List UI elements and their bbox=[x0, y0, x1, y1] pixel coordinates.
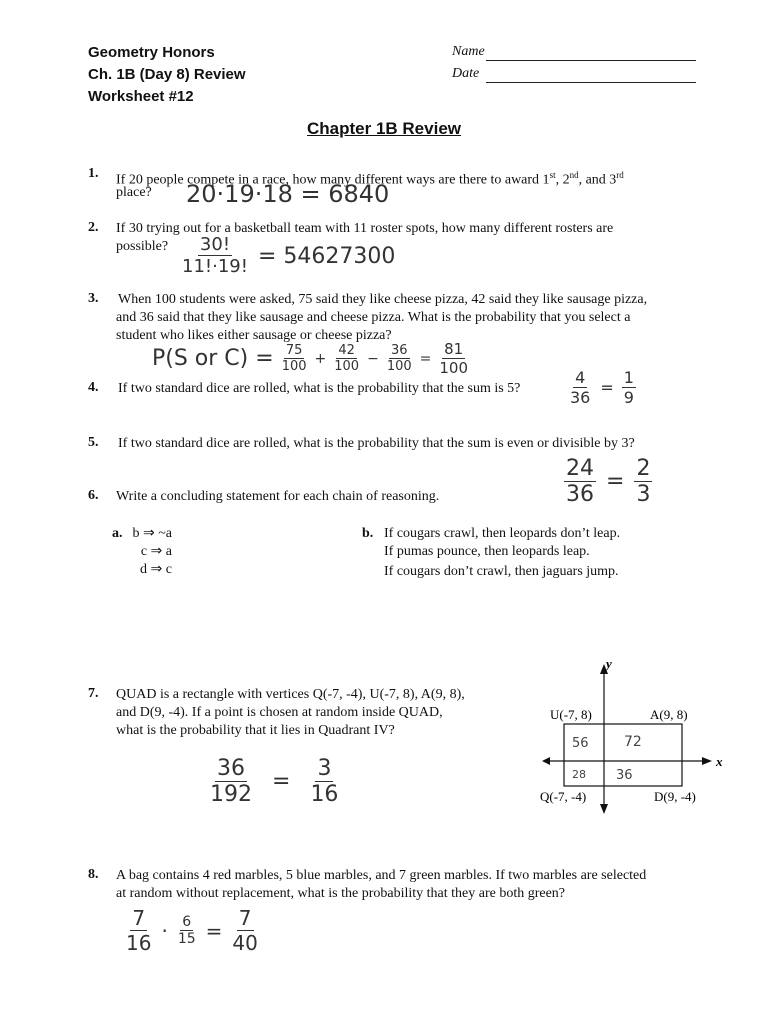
operator: = bbox=[606, 469, 625, 494]
q6-text: Write a concluding statement for each chain of reasoning. bbox=[116, 489, 440, 504]
q1-text: , and 3 bbox=[578, 172, 617, 188]
name-field[interactable] bbox=[486, 60, 696, 61]
q8-answer bbox=[124, 906, 260, 955]
q1-sup: rd bbox=[616, 170, 624, 180]
operator: = bbox=[600, 378, 614, 397]
question-number: 4. bbox=[88, 380, 99, 395]
chain-a-line: b ⇒ ~a bbox=[132, 526, 172, 541]
question-number: 7. bbox=[88, 686, 99, 701]
q3-text: and 36 said that they like sausage and cheese pizza. What is the probability that you select a bbox=[116, 310, 631, 325]
operator: · bbox=[161, 918, 168, 943]
question-number: 6. bbox=[88, 488, 99, 503]
chain-b-line: If cougars don’t crawl, then jaguars jump. bbox=[384, 564, 619, 579]
fraction-numerator: 2 bbox=[636, 456, 651, 481]
fraction-numerator: 42 bbox=[338, 343, 355, 358]
vertex-a: A(9, 8) bbox=[650, 707, 688, 722]
fraction-denominator: 36 bbox=[570, 388, 591, 407]
part-b-label: b. bbox=[362, 526, 374, 541]
vertex-q: Q(-7, -4) bbox=[540, 789, 587, 804]
fraction-denominator: 192 bbox=[210, 782, 252, 807]
question-number: 5. bbox=[88, 435, 99, 450]
fraction-denominator: 100 bbox=[439, 359, 469, 377]
fraction-denominator: 36 bbox=[566, 482, 594, 507]
q7-text: and D(9, -4). If a point is chosen at random inside QUAD, bbox=[116, 705, 443, 720]
fraction bbox=[564, 456, 596, 507]
chain-b-line: If pumas pounce, then leopards leap. bbox=[384, 544, 590, 559]
q2-text: If 30 trying out for a basketball team with 11 roster spots, how many different rosters are bbox=[116, 221, 614, 236]
vertex-u: U(-7, 8) bbox=[550, 707, 592, 722]
fraction-denominator: 11!·19! bbox=[182, 256, 248, 277]
q8-text: A bag contains 4 red marbles, 5 blue marbles, and 7 green marbles. If two marbles are selected bbox=[116, 868, 647, 883]
operator: = bbox=[272, 769, 291, 794]
fraction-numerator: 4 bbox=[575, 368, 586, 387]
q2-answer: = 54627300 bbox=[258, 244, 396, 269]
fraction bbox=[437, 340, 470, 377]
region-area: 28 bbox=[572, 768, 586, 781]
quad-graph bbox=[540, 658, 740, 818]
fraction bbox=[124, 906, 153, 955]
fraction-denominator: 100 bbox=[334, 359, 360, 374]
fraction-numerator: 7 bbox=[238, 906, 252, 930]
question-number: 8. bbox=[88, 867, 99, 882]
fraction bbox=[385, 343, 414, 374]
q1-text: place? bbox=[116, 185, 152, 200]
q8-text: at random without replacement, what is the probability that they are both green? bbox=[116, 886, 566, 901]
vertex-d: D(9, -4) bbox=[654, 789, 696, 804]
chain-a-line: c ⇒ a bbox=[140, 544, 172, 559]
fraction-denominator: 100 bbox=[386, 359, 412, 374]
fraction-numerator: 36 bbox=[217, 756, 245, 781]
q3-text: When 100 students were asked, 75 said they like cheese pizza, 42 said they like sausage pizza, bbox=[118, 292, 648, 307]
x-axis-arrow bbox=[702, 757, 712, 765]
chain-a-line: d ⇒ c bbox=[140, 562, 172, 577]
operator: = bbox=[419, 350, 432, 367]
fraction-numerator: 3 bbox=[317, 756, 332, 781]
q3-text: student who likes either sausage or cheese pizza? bbox=[116, 328, 392, 343]
part-a-label: a. bbox=[112, 526, 123, 541]
region-area: 72 bbox=[624, 734, 642, 750]
date-label: Date bbox=[452, 66, 480, 81]
q7-text: QUAD is a rectangle with vertices Q(-7, -4), U(-7, 8), A(9, 8), bbox=[116, 687, 465, 702]
question-number: 3. bbox=[88, 291, 99, 306]
fraction-numerator: 36 bbox=[390, 343, 408, 358]
fraction-numerator: 81 bbox=[444, 340, 464, 358]
fraction bbox=[332, 343, 361, 374]
fraction-denominator: 16 bbox=[310, 782, 339, 807]
fraction-numerator: 24 bbox=[566, 456, 594, 481]
q3-answer bbox=[152, 340, 470, 377]
q2-text: possible? bbox=[116, 239, 169, 254]
fraction bbox=[308, 756, 340, 807]
worksheet-title: Worksheet #12 bbox=[88, 88, 194, 105]
question-number: 1. bbox=[88, 166, 99, 181]
fraction-denominator: 40 bbox=[232, 931, 258, 955]
q5-text: If two standard dice are rolled, what is the probability that the sum is even or divisible by 3? bbox=[118, 436, 635, 451]
x-label: x bbox=[716, 754, 723, 769]
fraction bbox=[230, 906, 259, 955]
q1-answer: 20·19·18 = 6840 bbox=[186, 180, 390, 208]
region-area: 56 bbox=[572, 736, 589, 751]
fraction-denominator: 3 bbox=[636, 482, 651, 507]
fraction-denominator: 16 bbox=[126, 931, 152, 955]
operator: + bbox=[314, 350, 327, 367]
q1-sup: st bbox=[549, 170, 556, 180]
operator: = bbox=[205, 918, 223, 943]
fraction-denominator: 100 bbox=[281, 359, 307, 374]
chapter-title: Ch. 1B (Day 8) Review bbox=[88, 66, 246, 83]
question-number: 2. bbox=[88, 220, 99, 235]
q3-answer-lhs: P(S or C) = bbox=[152, 346, 274, 371]
q4-answer bbox=[568, 368, 636, 407]
q7-text: what is the probability that it lies in Quadrant IV? bbox=[116, 723, 395, 738]
page-title: Chapter 1B Review bbox=[307, 119, 461, 138]
fraction bbox=[634, 456, 652, 507]
y-label: y bbox=[606, 658, 612, 671]
q1-text: If 20 people compete in a race, how many different ways are there to award 1 bbox=[116, 172, 550, 188]
fraction-numerator: 75 bbox=[285, 343, 303, 358]
fraction-denominator: 15 bbox=[177, 931, 196, 947]
name-label: Name bbox=[452, 44, 485, 59]
q2-answer-fraction bbox=[180, 234, 250, 277]
fraction-numerator: 7 bbox=[132, 906, 146, 930]
fraction bbox=[208, 756, 254, 807]
fraction bbox=[568, 368, 592, 407]
course-title: Geometry Honors bbox=[88, 44, 215, 61]
q7-answer bbox=[208, 756, 340, 807]
fraction-numerator: 1 bbox=[623, 368, 634, 387]
fraction-numerator: 6 bbox=[182, 914, 192, 930]
fraction-denominator: 9 bbox=[623, 388, 634, 407]
chain-b-line: If cougars crawl, then leopards don’t leap. bbox=[384, 526, 621, 541]
q4-text: If two standard dice are rolled, what is the probability that the sum is 5? bbox=[118, 381, 521, 396]
fraction bbox=[280, 343, 309, 374]
date-field[interactable] bbox=[486, 82, 696, 83]
q1-text: , 2 bbox=[555, 172, 570, 188]
q1-sup: nd bbox=[569, 170, 579, 180]
x-axis-arrow bbox=[542, 757, 550, 765]
operator: − bbox=[367, 350, 379, 367]
q5-answer bbox=[564, 456, 652, 507]
y-axis-arrow bbox=[600, 804, 608, 814]
region-area: 36 bbox=[616, 768, 633, 783]
fraction bbox=[622, 368, 636, 407]
fraction bbox=[176, 914, 198, 947]
fraction-numerator: 30! bbox=[199, 234, 231, 255]
